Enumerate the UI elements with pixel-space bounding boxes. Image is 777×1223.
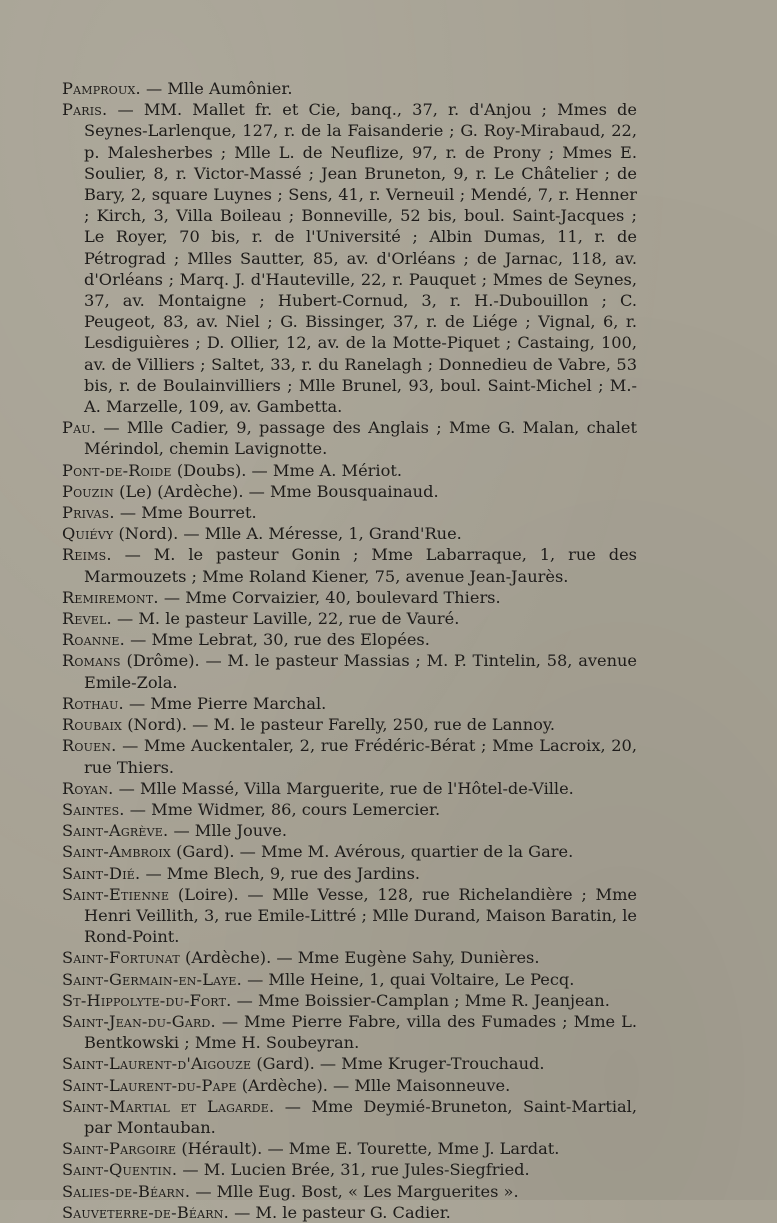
place-name: Saint-Ambroix — [62, 842, 171, 862]
directory-entry — [62, 714, 637, 735]
place-name: Roubaix — [62, 715, 123, 735]
entry-text: — Mme Pierre Marchal. — [123, 693, 327, 713]
entry-text: — M. Lucien Brée, 31, rue Jules-Siegfried. — [177, 1160, 530, 1180]
entry-text: (Gard). — Mme M. Avérous, quartier de la Gare. — [170, 842, 574, 862]
directory-entry — [62, 1181, 637, 1202]
entry-text: (Hérault). — Mme E. Tourette, Mme J. Lardat. — [176, 1139, 560, 1159]
directory-entry — [62, 735, 637, 777]
entry-text: — Mlle Aumônier. — [140, 79, 293, 98]
directory-entry — [62, 820, 637, 841]
place-name: Saint-Laurent-du-Pape — [62, 1075, 237, 1095]
directory-entry — [62, 778, 637, 799]
place-name: Saint-Fortunat — [62, 948, 180, 968]
entry-text: (Ardèche). — Mlle Maisonneuve. — [236, 1075, 511, 1095]
place-name: Roanne. — [62, 630, 125, 650]
place-name: Saint-Quentin. — [62, 1160, 178, 1180]
place-name: Romans — [62, 651, 121, 671]
place-name: Salies-de-Béarn. — [62, 1181, 191, 1201]
place-name: Saint-Agrève. — [62, 821, 169, 841]
place-name: Pouzin — [62, 481, 114, 501]
place-name: Reims. — [62, 545, 112, 565]
directory-entry — [62, 587, 637, 608]
entry-text: — Mlle Eug. Bost, « Les Marguerites ». — [190, 1181, 519, 1201]
place-name: Royan. — [62, 778, 114, 798]
entry-text: (Loire). — Mlle Vesse, 128, rue Richelandière ; Mme Henri Veillith, 3, rue Emile-Littré ; Mlle Durand, Maison Baratin, le Rond-Point. — [84, 884, 637, 947]
directory-entry — [62, 693, 637, 714]
directory-entry — [62, 417, 637, 459]
place-name: Saint-Etienne — [62, 884, 170, 904]
place-name: Pamproux. — [62, 79, 141, 98]
place-name: Pont-de-Roide — [62, 460, 172, 480]
entry-text: (Drôme). — M. le pasteur Massias ; M. P. Tintelin, 58, avenue Emile-Zola. — [84, 651, 637, 692]
directory-entry — [62, 78, 637, 99]
place-name: Privas. — [62, 503, 115, 523]
place-name: Saint-Pargoire — [62, 1139, 177, 1159]
place-name: Rouen. — [62, 736, 117, 756]
directory-entry — [62, 544, 637, 586]
directory-entry — [62, 650, 637, 692]
place-name: Paris. — [62, 100, 108, 120]
directory-entry — [62, 99, 637, 417]
entry-text: — Mlle Cadier, 9, passage des Anglais ; Mme G. Malan, chalet Mérindol, chemin Lavignotte. — [84, 418, 637, 459]
entry-text: — Mme Widmer, 86, cours Lemercier. — [124, 799, 441, 819]
directory-entry — [62, 863, 637, 884]
directory-entry — [62, 460, 637, 481]
directory-entry — [62, 799, 637, 820]
directory-entry — [62, 990, 637, 1011]
directory-entry — [62, 1075, 637, 1096]
entry-text: — Mme Blech, 9, rue des Jardins. — [140, 863, 421, 883]
entry-text: — Mme Corvaizier, 40, boulevard Thiers. — [158, 587, 501, 607]
entry-text: — Mme Pierre Fabre, villa des Fumades ; Mme L. Bentkowski ; Mme H. Soubeyran. — [84, 1011, 637, 1053]
directory-entry — [62, 1053, 637, 1074]
place-name: Saint-Germain-en-Laye. — [62, 969, 242, 989]
directory-entry — [62, 1138, 637, 1159]
place-name: Saint-Jean-du-Gard. — [62, 1011, 216, 1031]
entry-text: (Ardèche). — Mme Eugène Sahy, Dunières. — [179, 948, 540, 968]
directory-entry — [62, 841, 637, 862]
directory-entry — [62, 1159, 637, 1180]
directory-entry — [62, 1096, 637, 1138]
directory-entry — [62, 523, 637, 544]
entry-text: — M. le pasteur Laville, 22, rue de Vauré. — [111, 609, 460, 629]
entry-text: (Doubs). — Mme A. Mériot. — [171, 460, 402, 480]
place-name: Sauveterre-de-Béarn. — [62, 1202, 229, 1222]
entry-text: — Mme Auckentaler, 2, rue Frédéric-Bérat ; Mme Lacroix, 20, rue Thiers. — [84, 736, 637, 777]
place-name: Quiévy — [62, 524, 114, 544]
entry-text: — Mme Bourret. — [114, 503, 257, 523]
entry-text: — M. le pasteur G. Cadier. — [228, 1202, 451, 1222]
entry-text: — Mlle Heine, 1, quai Voltaire, Le Pecq. — [241, 969, 575, 989]
place-name: Saintes. — [62, 799, 125, 819]
place-name: Saint-Martial et Lagarde. — [62, 1096, 275, 1116]
directory-entry — [62, 629, 637, 650]
entry-text: — Mme Deymié-Bruneton, Saint-Martial, par Montauban. — [84, 1096, 637, 1137]
directory-entry — [62, 502, 637, 523]
entry-text: — Mlle Jouve. — [168, 821, 287, 841]
entry-text: (Gard). — Mme Kruger-Trouchaud. — [251, 1054, 545, 1074]
directory-entry — [62, 1202, 637, 1223]
place-name: Saint-Laurent-d'Aigouze — [62, 1054, 252, 1074]
directory-entry — [62, 481, 637, 502]
entry-list — [62, 78, 637, 1223]
entry-text: — Mme Lebrat, 30, rue des Elopées. — [124, 630, 430, 650]
place-name: Saint-Dié. — [62, 863, 141, 883]
entry-text: — Mlle Massé, Villa Marguerite, rue de l'Hôtel-de-Ville. — [113, 778, 574, 798]
place-name: St-Hippolyte-du-Fort. — [62, 990, 232, 1010]
entry-text: — Mme Boissier-Camplan ; Mme R. Jeanjean. — [231, 990, 610, 1010]
entry-text: (Nord). — Mlle A. Méresse, 1, Grand'Rue. — [113, 524, 462, 544]
directory-entry — [62, 884, 637, 948]
entry-text: (Nord). — M. le pasteur Farelly, 250, rue de Lannoy. — [122, 715, 556, 735]
place-name: Remiremont. — [62, 587, 159, 607]
entry-text: — MM. Mallet fr. et Cie, banq., 37, r. d'Anjou ; Mmes de Seynes-Larlenque, 127, r. de la Faisanderie ; G. Roy-Mirabaud, 22, p. Malesherbes ; Mlle L. de Neuflize, 97, r. de Prony ; Mmes E. Soulier, 8, r. Victor-Massé ; Jean Bruneton, 9, r. Le Châtelier ; de Bary, 2, square Luynes ; Sens, 41, r. Verneuil ; Mendé, 7, r. Henner ; Kirch, 3, Villa Boileau ; Bonneville, 52 bis, boul. Saint-Jacques ; Le Royer, 70 bis, r. de l'Université ; Albin Dumas, 11, r. de Pétrograd ; Mlles Sautter, 85, av. d'Orléans ; de Jarnac, 118, av. d'Orléans ; Marq. J. d'Hauteville, 22, r. Pauquet ; Mmes de Seynes, 37, av. Montaigne ; Hubert-Cornud, 3, r. H.-Dubouillon ; C. Peugeot, 83, av. Niel ; G. Bissinger, 37, r. de Liége ; Vignal, 6, r. Lesdiguières ; D. Ollier, 12, av. de la Motte-Piquet ; Castaing, 100, av. de Villiers ; Saltet, 33, r. du Ranelagh ; Donnedieu de Vabre, 53 bis, r. de Boulainvilliers ; Mlle Brunel, 93, boul. Saint-Michel ; M.-A. Marzelle, 109, av. Gambetta. — [84, 100, 637, 417]
directory-entry — [62, 969, 637, 990]
place-name: Pau. — [62, 418, 97, 438]
directory-entry — [62, 1011, 637, 1053]
directory-entry — [62, 608, 637, 629]
place-name: Revel. — [62, 609, 112, 629]
entry-text: (Le) (Ardèche). — Mme Bousquainaud. — [114, 481, 439, 501]
directory-entry — [62, 947, 637, 968]
place-name: Rothau. — [62, 693, 124, 713]
entry-text: — M. le pasteur Gonin ; Mme Labarraque, 1, rue des Marmouzets ; Mme Roland Kiener, 75, avenue Jean-Jaurès. — [84, 545, 637, 586]
